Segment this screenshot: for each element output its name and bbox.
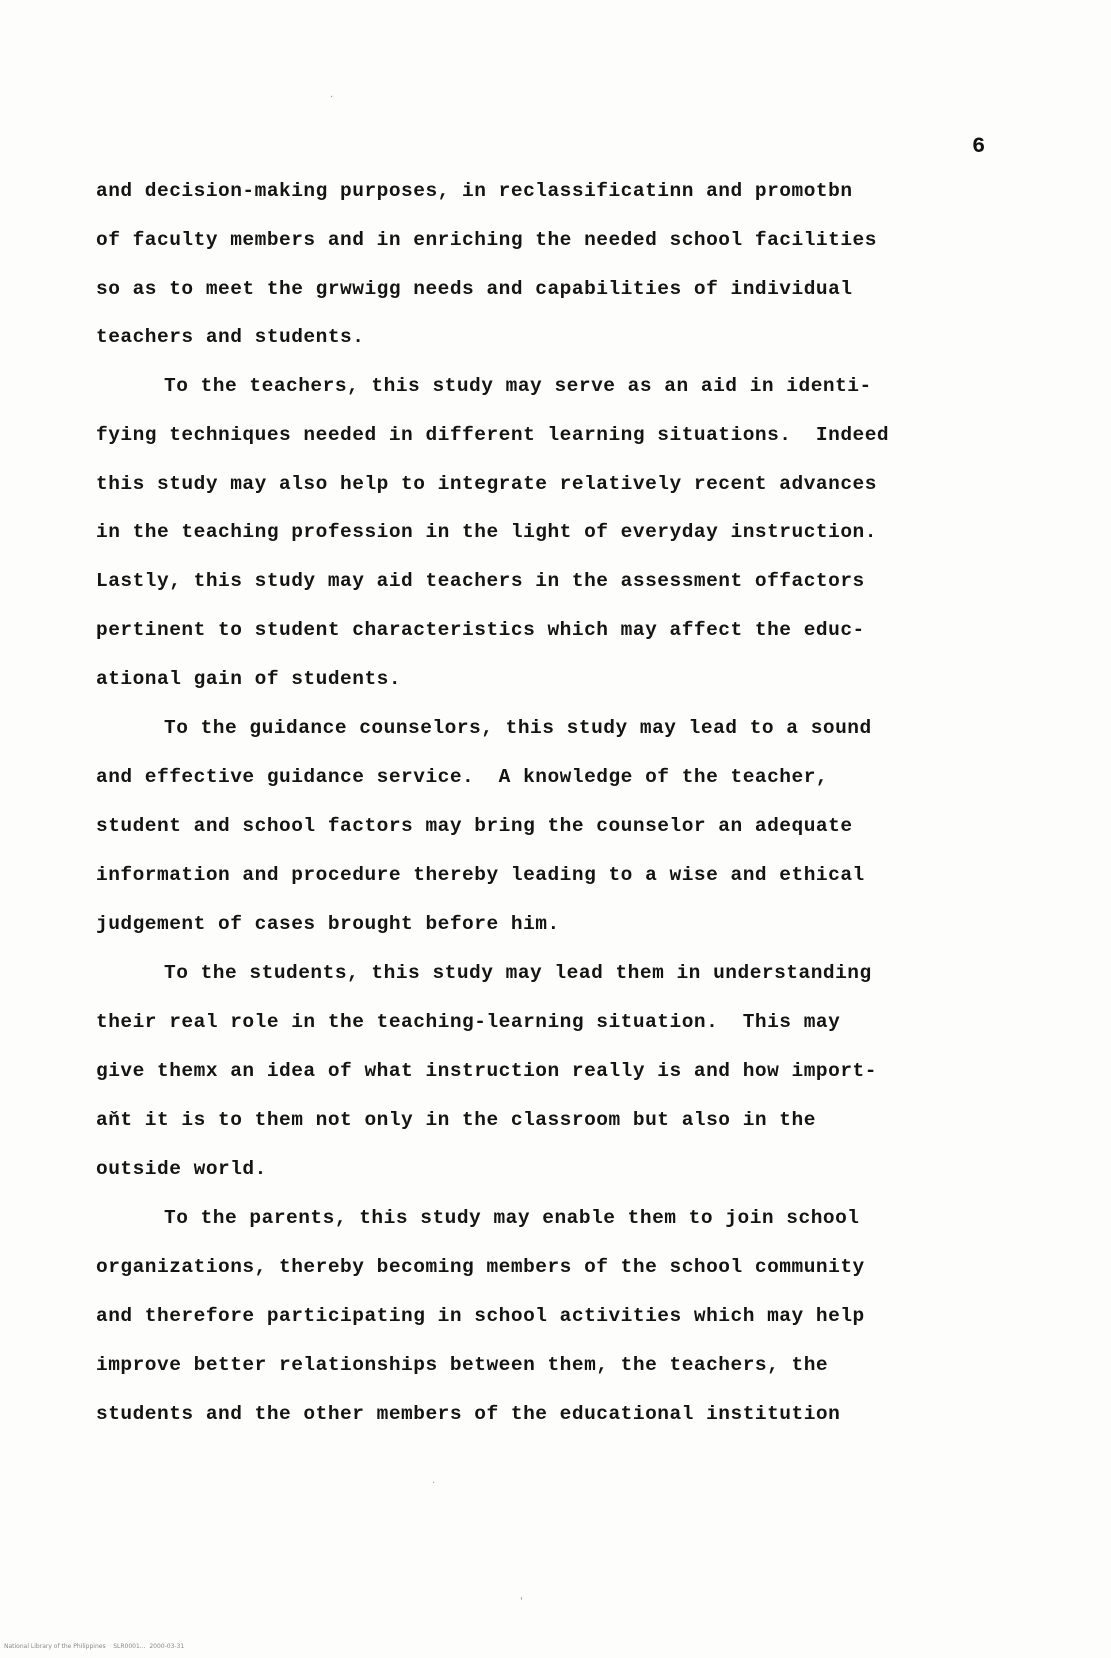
text-line: in the teaching profession in the light of everyday instruction. [96,521,877,543]
text-line: and decision-making purposes, in reclassificatinn and promotbn [96,180,853,202]
text-line: and effective guidance service. A knowledge of the teacher, [96,766,829,788]
text-line: improve better relationships between them, the teachers, the [96,1354,829,1376]
text-line: so as to meet the grwwigg needs and capabilities of individual [96,278,853,300]
text-line: Lastly, this study may aid teachers in the assessment offactors [96,570,865,592]
text-line: fying techniques needed in different learning situations. Indeed [96,424,890,446]
text-line: give themx an idea of what instruction really is and how import- [96,1060,877,1082]
text-line: information and procedure thereby leading to a wise and ethical [96,864,865,886]
text-line: of faculty members and in enriching the needed school facilities [96,229,877,251]
text-line: ational gain of students. [96,668,402,690]
text-line: judgement of cases brought before him. [96,913,560,935]
page-number: 6 [972,134,986,159]
text-line: student and school factors may bring the counselor an adequate [96,815,853,837]
text-line: teachers and students. [96,326,365,348]
text-line: their real role in the teaching-learning situation. This may [96,1011,841,1033]
text-line: outside world. [96,1158,267,1180]
stray-mark: ' [520,1596,523,1607]
paragraph-start-line: To the teachers, this study may serve as an aid in identi- [164,375,872,397]
paragraph-start-line: To the guidance counselors, this study may lead to a sound [164,717,872,739]
text-line: pertinent to student characteristics which may affect the educ- [96,619,865,641]
stray-mark: · [432,1478,436,1489]
text-line: organizations, thereby becoming members of the school community [96,1256,865,1278]
scan-footer: National Library of the Philippines SLR0001... 2000-03-31 [4,1643,185,1650]
paragraph-start-line: To the parents, this study may enable them to join school [164,1207,860,1229]
text-line: and therefore participating in school activities which may help [96,1305,865,1327]
text-line: aňt it is to them not only in the classroom but also in the [96,1109,816,1131]
paragraph-start-line: To the students, this study may lead them in understanding [164,962,872,984]
text-line: this study may also help to integrate relatively recent advances [96,473,877,495]
stray-mark: · [330,92,334,103]
text-line: students and the other members of the educational institution [96,1403,841,1425]
